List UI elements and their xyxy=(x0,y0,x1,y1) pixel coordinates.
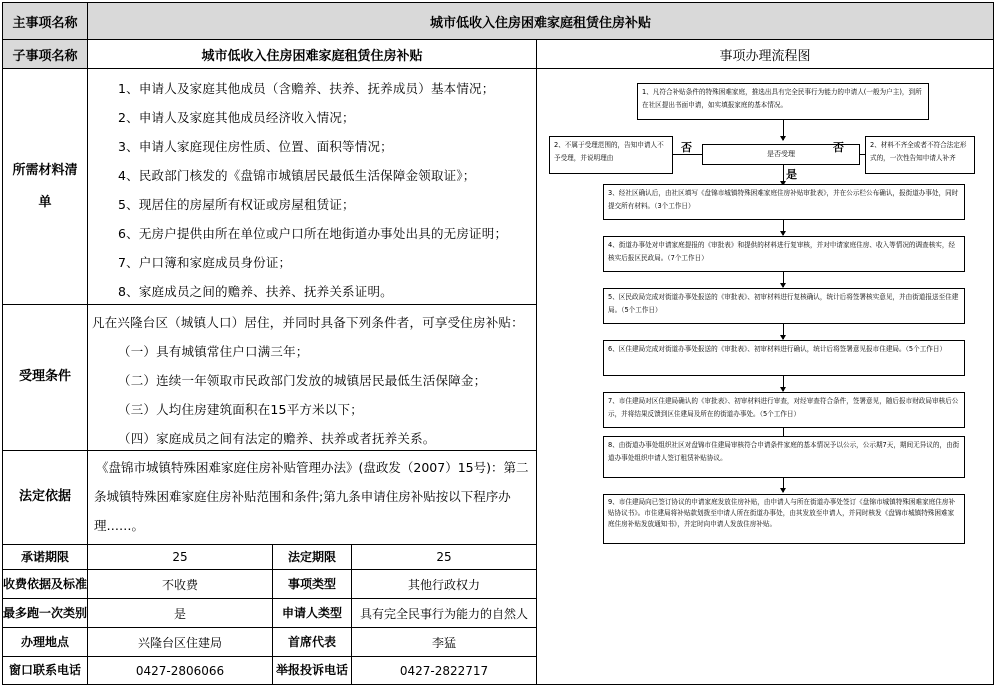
info-value: 25 xyxy=(351,544,537,570)
material-item: 7、户口簿和家庭成员身份证； xyxy=(118,255,292,270)
info-label: 收费依据及标准 xyxy=(2,569,88,599)
info-label: 申请人类型 xyxy=(272,598,352,628)
main-item-label: 主事项名称 xyxy=(2,2,88,40)
flow-step-8: 8、由街道办事处组织社区对盘锦市住建局审核符合申请条件家庭的基本情况予以公示，公示期7天，期间无异议的，由街道办事处组织申请人签订租赁补贴协议。 xyxy=(603,436,965,478)
info-label: 举报投诉电话 xyxy=(272,656,352,685)
flow-step-6: 6、区住建局完成对街道办事处报送的《审批表》、初审材料进行确认，统计后将签署意见报市住建局。（5个工作日） xyxy=(603,340,965,376)
flow-step-5: 5、区民政局完成对街道办事处报送的《审批表》、初审材料进行复核确认，统计后将签署核实意见，并由街道报送至住建局。（5个工作日） xyxy=(603,288,965,324)
material-item: 6、无房户提供由所在单位或户口所在地街道办事处出具的无房证明； xyxy=(118,226,508,241)
conditions-label: 受理条件 xyxy=(2,304,88,451)
flow-step-7: 7、市住建局对区住建局确认的《审批表》、初审材料进行审查，对经审查符合条件，签署意见，随后报市财政局审核后公示，并将结果反馈到区住建局及所在的街道办事处。（5个工作日） xyxy=(603,392,965,428)
flow-title: 事项办理流程图 xyxy=(536,39,994,69)
info-label: 首席代表 xyxy=(272,627,352,657)
sub-item-value: 城市低收入住房困难家庭租赁住房补贴 xyxy=(87,39,537,69)
flow-decision: 是否受理 xyxy=(702,144,860,165)
material-item: 5、现居住的房屋所有权证或房屋租赁证； xyxy=(118,197,355,212)
flow-step-9: 9、市住建局向已签订协议的申请家庭发放住房补贴，由申请人与所在街道办事处签订《盘锦市城镇特殊困难家庭住房补贴协议书》。市住建局将补贴款划拨至申请人所在街道办事处，由其发放至申请人，并同时核发《盘锦市城镇特殊困难家庭住房补贴发放通知书》，并定时向申请人发放住房补贴。 xyxy=(603,494,965,544)
legal-label: 法定依据 xyxy=(2,450,88,545)
info-value: 是 xyxy=(87,598,273,628)
sub-item-label: 子事项名称 xyxy=(2,39,88,69)
flow-yes: 是 xyxy=(786,168,797,181)
flow-arrow xyxy=(783,324,784,339)
flow-reject-left: 2、不属于受理范围的，告知申请人不予受理，并说明理由 xyxy=(549,136,673,174)
info-label: 法定期限 xyxy=(272,544,352,570)
materials-list xyxy=(87,68,537,305)
info-value: 其他行政权力 xyxy=(351,569,537,599)
flow-line-right xyxy=(860,154,865,155)
info-label: 窗口联系电话 xyxy=(2,656,88,685)
info-label: 办理地点 xyxy=(2,627,88,657)
condition-item: （三）人均住房建筑面积在15平方米以下； xyxy=(118,402,363,417)
info-value: 兴隆台区住建局 xyxy=(87,627,273,657)
flow-step-1: 1、凡符合补贴条件的特殊困难家庭，推选出具有完全民事行为能力的申请人(一般为户主)，到所在社区提出书面申请，如实填报家庭的基本情况。 xyxy=(637,83,929,120)
legal-text: 《盘锦市城镇特殊困难家庭住房补贴管理办法》(盘政发（2007）15号)：第二条城镇特殊困难家庭住房补贴范围和条件;第九条申请住房补贴按以下程序办理……。 xyxy=(94,460,529,533)
info-value: 0427-2806066 xyxy=(87,656,273,685)
condition-item: （一）具有城镇常住户口满三年； xyxy=(118,344,309,359)
condition-item: （四）家庭成员之间有法定的赡养、扶养或者抚养关系。 xyxy=(118,431,436,446)
flow-no-left: 否 xyxy=(681,141,692,154)
conditions-intro: 凡在兴隆台区（城镇人口）居住，并同时具备下列条件者，可享受住房补贴： xyxy=(92,315,524,330)
flow-no-right: 否 xyxy=(833,141,844,154)
condition-item: （二）连续一年领取市民政部门发放的城镇居民最低生活保障金； xyxy=(118,373,487,388)
info-value: 不收费 xyxy=(87,569,273,599)
info-label: 承诺期限 xyxy=(2,544,88,570)
legal-body xyxy=(87,450,537,545)
flow-arrow xyxy=(783,220,784,235)
material-item: 1、申请人及家庭其他成员（含赡养、扶养、抚养成员）基本情况； xyxy=(118,81,495,96)
flow-reject-right: 2、材料不齐全或者不符合法定形式的，一次性告知申请人补齐 xyxy=(865,136,975,174)
flow-arrow xyxy=(783,478,784,492)
conditions-body xyxy=(87,304,537,451)
material-item: 4、民政部门核发的《盘锦市城镇居民最低生活保障金领取证》； xyxy=(118,168,476,183)
flow-arrow xyxy=(783,376,784,391)
info-value: 0427-2822717 xyxy=(351,656,537,685)
info-value: 25 xyxy=(87,544,273,570)
info-label: 最多跑一次类别 xyxy=(2,598,88,628)
material-item: 2、申请人及家庭其他成员经济收入情况； xyxy=(118,110,355,125)
info-label: 事项类型 xyxy=(272,569,352,599)
materials-label: 所需材料清单 xyxy=(2,68,88,305)
flow-arrow xyxy=(783,165,784,185)
flow-arrow xyxy=(783,272,784,287)
info-value: 具有完全民事行为能力的自然人 xyxy=(351,598,537,628)
main-item-value: 城市低收入住房困难家庭租赁住房补贴 xyxy=(87,2,994,40)
flow-step-3: 3、经社区确认后，由社区填写《盘锦市城镇特殊困难家庭住房补贴审批表》，并在公示栏公布确认，报街道办事处，同时提交所有材料。（3个工作日） xyxy=(603,184,965,220)
flow-arrow xyxy=(783,120,784,140)
info-value: 李猛 xyxy=(351,627,537,657)
flow-step-4: 4、街道办事处对申请家庭提报的《审批表》和提供的材料进行复审核，并对申请家庭住房、收入等情况的调查核实，经核实后报区民政局。（7个工作日） xyxy=(603,236,965,272)
material-item: 8、家庭成员之间的赡养、扶养、抚养关系证明。 xyxy=(118,284,393,299)
material-item: 3、申请人家庭现住房性质、位置、面积等情况； xyxy=(118,139,393,154)
